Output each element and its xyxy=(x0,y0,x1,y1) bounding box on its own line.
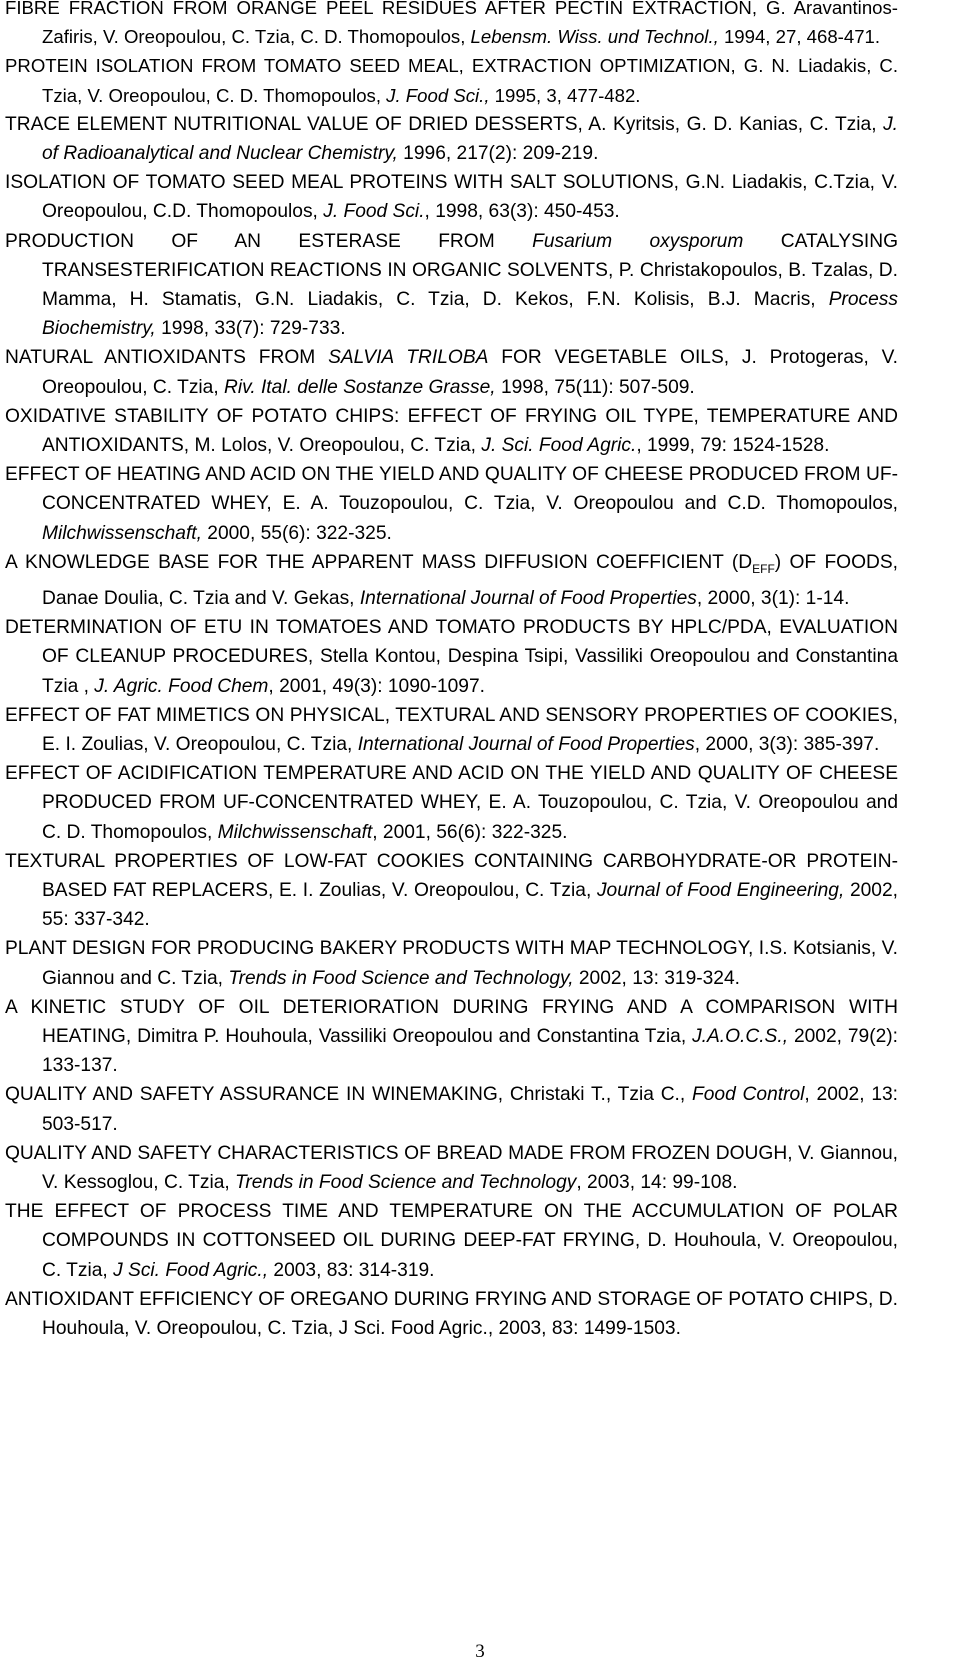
reference-italic-text: International Journal of Food Properties xyxy=(357,733,695,755)
reference-italic-text: Milchwissenschaft xyxy=(217,821,373,843)
reference-text: 2002, 79(2): 133-137. xyxy=(42,1025,898,1077)
reference-text: A KINETIC STUDY OF OIL DETERIORATION DURING FRYING AND A COMPARISON WITH HEATING, Dimitra P. Houhoula, Vassiliki Oreopoulou and Constantina Tzia, xyxy=(5,996,898,1047)
reference-italic-text: Food Control xyxy=(692,1084,805,1106)
reference-italic-text: Journal of Food Engineering, xyxy=(596,879,845,901)
reference-text: EFFECT OF FAT MIMETICS ON PHYSICAL, TEXTURAL AND SENSORY PROPERTIES OF COOKIES, E. I. Zoulias, V. Oreopoulou, C. Tzia, xyxy=(5,704,898,755)
reference-entry xyxy=(5,934,898,992)
reference-italic-text: SALVIA TRILOBA xyxy=(328,347,489,369)
reference-entry xyxy=(5,1285,898,1343)
reference-text: ANTIOXIDANT EFFICIENCY OF OREGANO DURING FRYING AND STORAGE OF POTATO CHIPS, D. Houhoula, V. Oreopoulou, C. Tzia, J Sci. Food Agric., 2003, 83: 1499-1503. xyxy=(5,1288,898,1339)
reference-text: 2002, 13: 319-324. xyxy=(573,967,740,989)
reference-text: FIBRE FRACTION FROM ORANGE PEEL RESIDUES AFTER PECTIN EXTRACTION, G. Aravantinos-Zafiris, V. Oreopoulou, C. Tzia, C. D. Thomopoulos, xyxy=(5,0,898,48)
reference-text: , 2000, 3(3): 385-397. xyxy=(694,733,880,755)
reference-entry xyxy=(5,613,898,701)
reference-text: TRACE ELEMENT NUTRITIONAL VALUE OF DRIED DESSERTS, A. Kyritsis, G. D. Kanias, C. Tzia, xyxy=(5,113,884,135)
reference-text: ISOLATION OF TOMATO SEED MEAL PROTEINS WITH SALT SOLUTIONS, G.N. Liadakis, C.Tzia, V. Oreopoulou, C.D. Thomopoulos, xyxy=(5,172,898,223)
reference-text: FOR VEGETABLE OILS, J. Protogeras, V. Oreopoulou, C. Tzia, xyxy=(42,347,899,398)
reference-text: 1994, 27, 468-471. xyxy=(718,26,881,48)
reference-italic-text: J. Sci. Food Agric. xyxy=(481,435,637,457)
reference-text: 1995, 3, 477-482. xyxy=(489,84,641,106)
reference-entry xyxy=(5,993,898,1081)
reference-text: A KNOWLEDGE BASE FOR THE APPARENT MASS DIFFUSION COEFFICIENT (D xyxy=(5,551,753,573)
reference-text: ) OF FOODS, Danae Doulia, C. Tzia and V. Gekas, xyxy=(42,551,898,609)
reference-text: , 2001, 49(3): 1090-1097. xyxy=(268,675,485,697)
reference-entry xyxy=(5,168,898,226)
reference-text: PLANT DESIGN FOR PRODUCING BAKERY PRODUCTS WITH MAP TECHNOLOGY, I.S. Kotsianis, V. Giannou and C. Tzia, xyxy=(5,938,898,989)
reference-italic-text: Milchwissenschaft, xyxy=(42,522,202,544)
reference-subscript: EFF xyxy=(752,561,775,576)
reference-text: , 2001, 56(6): 322-325. xyxy=(372,821,568,843)
reference-italic-text: Lebensm. Wiss. und Technol., xyxy=(470,26,719,48)
reference-entry xyxy=(5,1080,898,1138)
reference-text: DETERMINATION OF ETU IN TOMATOES AND TOMATO PRODUCTS BY HPLC/PDA, EVALUATION OF CLEANUP PROCEDURES, Stella Kontou, Despina Tsipi, Vassiliki Oreopoulou and Constantina Tzia , xyxy=(5,617,898,697)
reference-entry xyxy=(5,402,898,460)
reference-text: 2002, 55: 337-342. xyxy=(42,879,898,931)
reference-entry xyxy=(5,460,898,548)
reference-entry xyxy=(5,343,898,401)
reference-text: EFFECT OF ACIDIFICATION TEMPERATURE AND ACID ON THE YIELD AND QUALITY OF CHEESE PRODUCED FROM UF-CONCENTRATED WHEY, E. A. Touzopoulou, C. Tzia, V. Oreopoulou and C. D. Thomopoulos, xyxy=(5,763,898,843)
reference-entry xyxy=(5,227,898,344)
reference-italic-text: Process Biochemistry, xyxy=(42,289,898,340)
reference-text: , 2002, 13: 503-517. xyxy=(42,1084,899,1135)
reference-text: , 1998, 63(3): 450-453. xyxy=(424,201,620,223)
reference-text: 2000, 55(6): 322-325. xyxy=(201,522,392,544)
reference-italic-text: International Journal of Food Properties xyxy=(359,587,697,609)
reference-italic-text: J. of Radioanalytical and Nuclear Chemistry, xyxy=(42,113,898,165)
reference-text: , 1999, 79: 1524-1528. xyxy=(636,435,830,457)
reference-entry xyxy=(5,701,898,759)
reference-entry xyxy=(5,1197,898,1285)
reference-text: CATALYSING TRANSESTERIFICATION REACTIONS IN ORGANIC SOLVENTS, P. Christakopoulos, B. Tzalas, D. Mamma, H. Stamatis, G.N. Liadakis, C. Tzia, D. Kekos, F.N. Kolisis, B.J. Macris, xyxy=(42,230,899,311)
reference-italic-text: Fusarium oxysporum xyxy=(532,230,744,252)
reference-text: TEXTURAL PROPERTIES OF LOW-FAT COOKIES CONTAINING CARBOHYDRATE-OR PROTEIN-BASED FAT REPLACERS, E. I. Zoulias, V. Oreopoulou, C. Tzia, xyxy=(5,850,898,901)
reference-italic-text: Trends in Food Science and Technology xyxy=(235,1171,577,1193)
reference-text: PRODUCTION OF AN ESTERASE FROM xyxy=(5,230,533,252)
reference-italic-text: J. Agric. Food Chem xyxy=(94,675,269,697)
reference-text: THE EFFECT OF PROCESS TIME AND TEMPERATURE ON THE ACCUMULATION OF POLAR COMPOUNDS IN COTTONSEED OIL DURING DEEP-FAT FRYING, D. Houhoula, V. Oreopoulou, C. Tzia, xyxy=(5,1201,898,1281)
reference-text: QUALITY AND SAFETY CHARACTERISTICS OF BREAD MADE FROM FROZEN DOUGH, V. Giannou, V. Kessoglou, C. Tzia, xyxy=(5,1142,898,1193)
reference-text: 1998, 33(7): 729-733. xyxy=(155,318,346,340)
reference-italic-text: Riv. Ital. delle Sostanze Grasse, xyxy=(224,376,496,398)
reference-text: 2003, 83: 314-319. xyxy=(268,1259,435,1281)
reference-text: 1996, 217(2): 209-219. xyxy=(397,143,599,165)
reference-entry xyxy=(5,759,898,847)
reference-italic-text: Trends in Food Science and Technology, xyxy=(228,967,574,989)
reference-entry xyxy=(5,1139,898,1197)
reference-italic-text: J. Food Sci. xyxy=(323,201,425,223)
reference-entry xyxy=(5,847,898,935)
reference-entry xyxy=(5,0,898,51)
reference-text: 1998, 75(11): 507-509. xyxy=(495,376,695,398)
reference-entry xyxy=(5,110,898,168)
reference-text: , 2000, 3(1): 1-14. xyxy=(696,587,850,609)
reference-italic-text: J Sci. Food Agric., xyxy=(113,1259,269,1281)
reference-italic-text: J. Food Sci., xyxy=(386,84,490,106)
reference-text: NATURAL ANTIOXIDANTS FROM xyxy=(5,347,329,369)
page-number: 3 xyxy=(475,1641,485,1662)
reference-entry xyxy=(5,51,898,109)
reference-text: PROTEIN ISOLATION FROM TOMATO SEED MEAL, EXTRACTION OPTIMIZATION, G. N. Liadakis, C. Tzia, V. Oreopoulou, C. D. Thomopoulos, xyxy=(5,55,898,106)
reference-text: QUALITY AND SAFETY ASSURANCE IN WINEMAKING, Christaki T., Tzia C., xyxy=(5,1084,693,1106)
reference-text: OXIDATIVE STABILITY OF POTATO CHIPS: EFFECT OF FRYING OIL TYPE, TEMPERATURE AND ANTIOXIDANTS, M. Lolos, V. Oreopoulou, C. Tzia, xyxy=(5,405,898,457)
reference-list xyxy=(5,0,898,1343)
reference-entry xyxy=(5,548,898,613)
reference-text: , 2003, 14: 99-108. xyxy=(576,1171,738,1193)
reference-italic-text: J.A.O.C.S., xyxy=(692,1025,789,1047)
reference-text: EFFECT OF HEATING AND ACID ON THE YIELD AND QUALITY OF CHEESE PRODUCED FROM UF-CONCENTRATED WHEY, E. A. Touzopoulou, C. Tzia, V. Oreopoulou and C.D. Thomopoulos, xyxy=(5,464,898,515)
